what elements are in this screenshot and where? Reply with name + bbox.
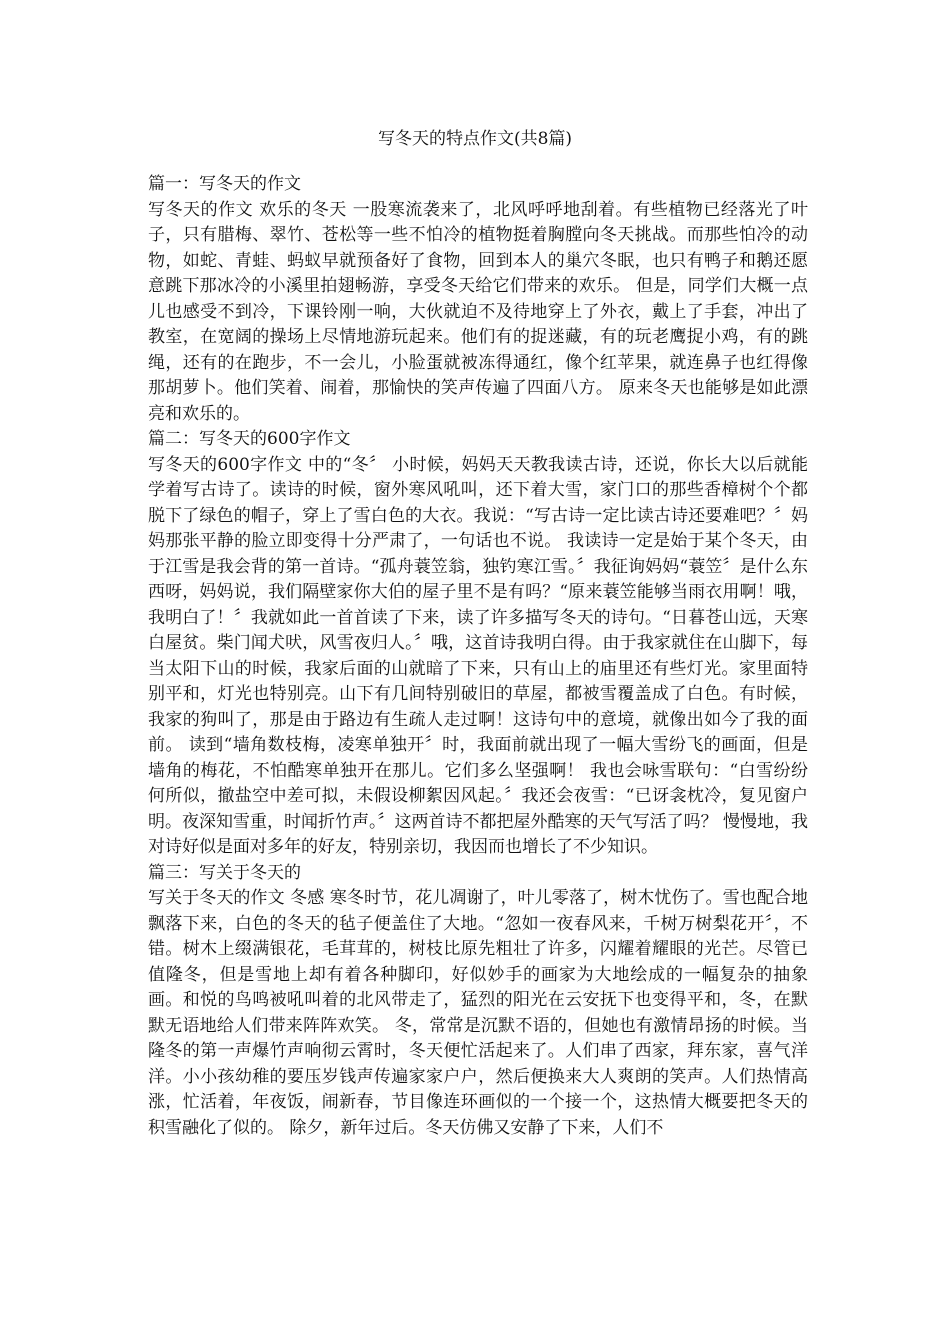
section-paragraph: 写冬天的600字作文 中的“冬〞 小时候，妈妈天天教我读古诗，还说，你长大以后就能学着写古诗了。读诗的时候，窗外寒风吼叫，还下着大雪，家门口的那些香樟树个个都脱下了绿色的帽子，穿上了雪白色的大衣。我说：“写古诗一定比读古诗还要难吧？〞妈妈那张平静的脸立即变得十分严肃了，一句话也不说。 我读诗一定是始于某个冬天，由于江雪是我会背的第一首诗。“孤舟蓑笠翁，独钓寒江雪。〞我征询妈妈“蓑笠〞是什么东西呀，妈妈说，我们隔壁家你大伯的屋子里不是有吗？“原来蓑笠能够当雨衣用啊！哦，我明白了！〞我就如此一首首读了下来，读了许多描写冬天的诗句。“日暮苍山远，天寒白屋贫。柴门闻犬吠，风雪夜归人。〞哦，这首诗我明白得。由于我家就住在山脚下，每当太阳下山的时候，我家后面的山就暗了下来，只有山上的庙里还有些灯光。家里面特别平和，灯光也特别亮。山下有几间特别破旧的草屋，都被雪覆盖成了白色。有时候，我家的狗叫了，那是由于路边有生疏人走过啊！这诗句中的意境，就像出如今了我的面前。 读到“墙角数枝梅，凌寒单独开〞时，我面前就出现了一幅大雪纷飞的画面，但是墙角的梅花，不怕酷寒单独开在那儿。它们多么坚强啊！ 我也会咏雪联句：“白雪纷纷何所似，撤盐空中差可拟，未假设柳絮因风起。〞我还会夜雪：“已讶衾枕冷，复见窗户明。夜深知雪重，时闻折竹声。〞这两首诗不都把屋外酷寒的天气写活了吗？ 慢慢地，我对诗好似是面对多年的好友，特别亲切，我因而也增长了不少知识。 [148,454,808,857]
section-3 [148,861,808,1142]
document-title: 写冬天的特点作文(共8篇) [377,129,573,149]
section-paragraph: 写冬天的作文 欢乐的冬天 一股寒流袭来了，北风呼呼地刮着。有些植物已经落光了叶子，只有腊梅、翠竹、苍松等一些不怕冷的植物挺着胸膛向冬天挑战。而那些怕冷的动物，如蛇、青蛙、蚂蚁早就预备好了食物，回到本人的巢穴冬眠，也只有鸭子和鹅还愿意跳下那冰冷的小溪里拍翅畅游，享受冬天给它们带来的欢乐。 但是，同学们大概一点儿也感受不到冷，下课铃刚一响，大伙就迫不及待地穿上了外衣，戴上了手套，冲出了教室，在宽阔的操场上尽情地游玩起来。他们有的捉迷藏，有的玩老鹰捉小鸡，有的跳绳，还有的在跑步，不一会儿，小脸蛋就被冻得通红，像个红苹果，就连鼻子也红得像那胡萝卜。他们笑着、闹着，那愉快的笑声传遍了四面八方。 原来冬天也能够是如此漂亮和欢乐的。 [148,199,808,424]
section-paragraph: 写关于冬天的作文 冬感 寒冬时节，花儿凋谢了，叶儿零落了，树木忧伤了。雪也配合地飘落下来，白色的冬天的毡子便盖住了大地。“忽如一夜春风来，千树万树梨花开〞，不错。树木上缀满银花，毛茸茸的，树枝比原先粗壮了许多，闪耀着耀眼的光芒。尽管已值隆冬，但是雪地上却有着各种脚印，好似妙手的画家为大地绘成的一幅复杂的抽象画。和悦的鸟鸣被吼叫着的北风带走了，猛烈的阳光在云安抚下也变得平和，冬，在默默无语地给人们带来阵阵欢笑。 冬，常常是沉默不语的，但她也有激情昂扬的时候。当隆冬的第一声爆竹声响彻云霄时，冬天便忙活起来了。人们串了西家，拜东家，喜气洋洋。小小孩幼稚的要压岁钱声传遍家家户户，然后便换来大人爽朗的笑声。人们热情高涨，忙活着，年夜饭，闹新春，节目像连环画似的一个接一个，这热情大概要把冬天的积雪融化了似的。 除夕，新年过后。冬天仿佛又安静了下来，人们不 [148,888,808,1138]
section-2 [148,427,808,861]
section-heading: 篇一：写冬天的作文 [148,174,301,194]
section-heading: 篇三：写关于冬天的 [148,862,301,883]
section-1 [148,172,808,427]
section-heading: 篇二：写冬天的600字作文 [148,429,351,449]
document-body [148,172,808,1141]
